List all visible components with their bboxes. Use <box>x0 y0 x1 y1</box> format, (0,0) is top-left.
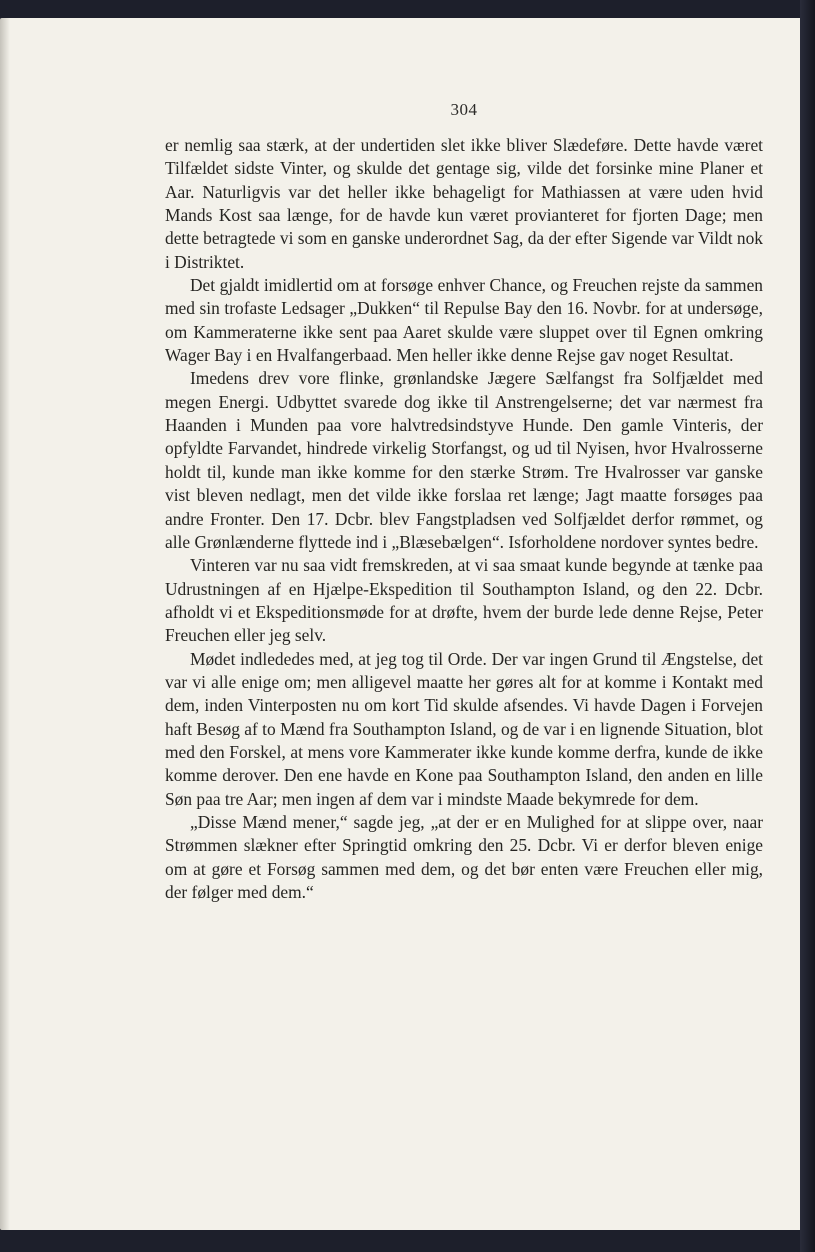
paragraph-2: Det gjaldt imidlertid om at forsøge enhver Chance, og Freuchen rejste da sammen med sin trofaste Ledsager „Dukken“ til Repulse Bay den 16. Novbr. for at undersøge, om Kammeraterne ikke sent paa Aaret skulde være sluppet over til Egnen omkring Wager Bay i en Hvalfangerbaad. Men heller ikke denne Rejse gav noget Resultat. <box>165 275 763 366</box>
page-edge-background <box>800 0 815 1252</box>
paragraph-5: Mødet indlededes med, at jeg tog til Orde. Der var ingen Grund til Ængstelse, det var vi alle enige om; men alligevel maatte her gøres alt for at komme i Kontakt med dem, inden Vinterposten nu om kort Tid skulde afsendes. Vi havde Dagen i Forvejen haft Besøg af to Mænd fra Southampton Island, og de var i en lignende Situation, blot med den Forskel, at mens vore Kammerater ikke kunde komme derfra, kunde de ikke komme derover. Den ene havde en Kone paa Southampton Island, den anden en lille Søn paa tre Aar; men ingen af dem var i mindste Maade bekymrede for dem. <box>165 648 763 809</box>
paragraph-3: Imedens drev vore flinke, grønlandske Jægere Sælfangst fra Solfjældet med megen Energi. Udbyttet svarede dog ikke til Anstrengelserne; det var nærmest fra Haanden i Munden paa vore halvtredsindstyve Hunde. Den gamle Vinteris, der opfyldte Farvandet, hindrede virkelig Storfangst, og ud til Nyisen, hvor Hvalrosserne holdt til, kunde man ikke komme for den stærke Strøm. Tre Hvalrosser var ganske vist bleven nedlagt, men det vilde ikke forslaa ret længe; Jagt maatte forsøges paa andre Fronter. Den 17. Dcbr. blev Fangstpladsen ved Solfjældet derfor rømmet, og alle Grønlænderne flyttede ind i „Blæsebælgen“. Isforholdene nordover syntes bedre. <box>165 368 763 552</box>
page-gutter-shadow <box>0 18 10 1230</box>
paragraph-1: er nemlig saa stærk, at der undertiden slet ikke bliver Slædeføre. Dette havde været Tilfældet sidste Vinter, og skulde det gentage sig, vilde det forsinke mine Planer et Aar. Naturligvis var det heller ikke behageligt for Mathiassen at være uden hvid Mands Kost saa længe, for de havde kun været provianteret for fjorten Dage; men dette betragtede vi som en ganske underordnet Sag, da der efter Sigende var Vildt nok i Distriktet. <box>165 135 763 272</box>
page-number: 304 <box>450 100 478 119</box>
paragraph-6: „Disse Mænd mener,“ sagde jeg, „at der er en Mulighed for at slippe over, naar Strømmen slækner efter Springtid omkring den 25. Dcbr. Vi er derfor bleven enige om at gøre et Forsøg sammen med dem, og det bør enten være Freuchen eller mig, der følger med dem.“ <box>165 811 763 902</box>
body-text <box>165 134 763 904</box>
paragraph-4: Vinteren var nu saa vidt fremskreden, at vi saa smaat kunde begynde at tænke paa Udrustningen af en Hjælpe-Ekspedition til Southampton Island, og den 22. Dcbr. afholdt vi et Ekspeditionsmøde for at drøfte, hvem der burde lede denne Rejse, Peter Freuchen eller jeg selv. <box>165 555 763 646</box>
